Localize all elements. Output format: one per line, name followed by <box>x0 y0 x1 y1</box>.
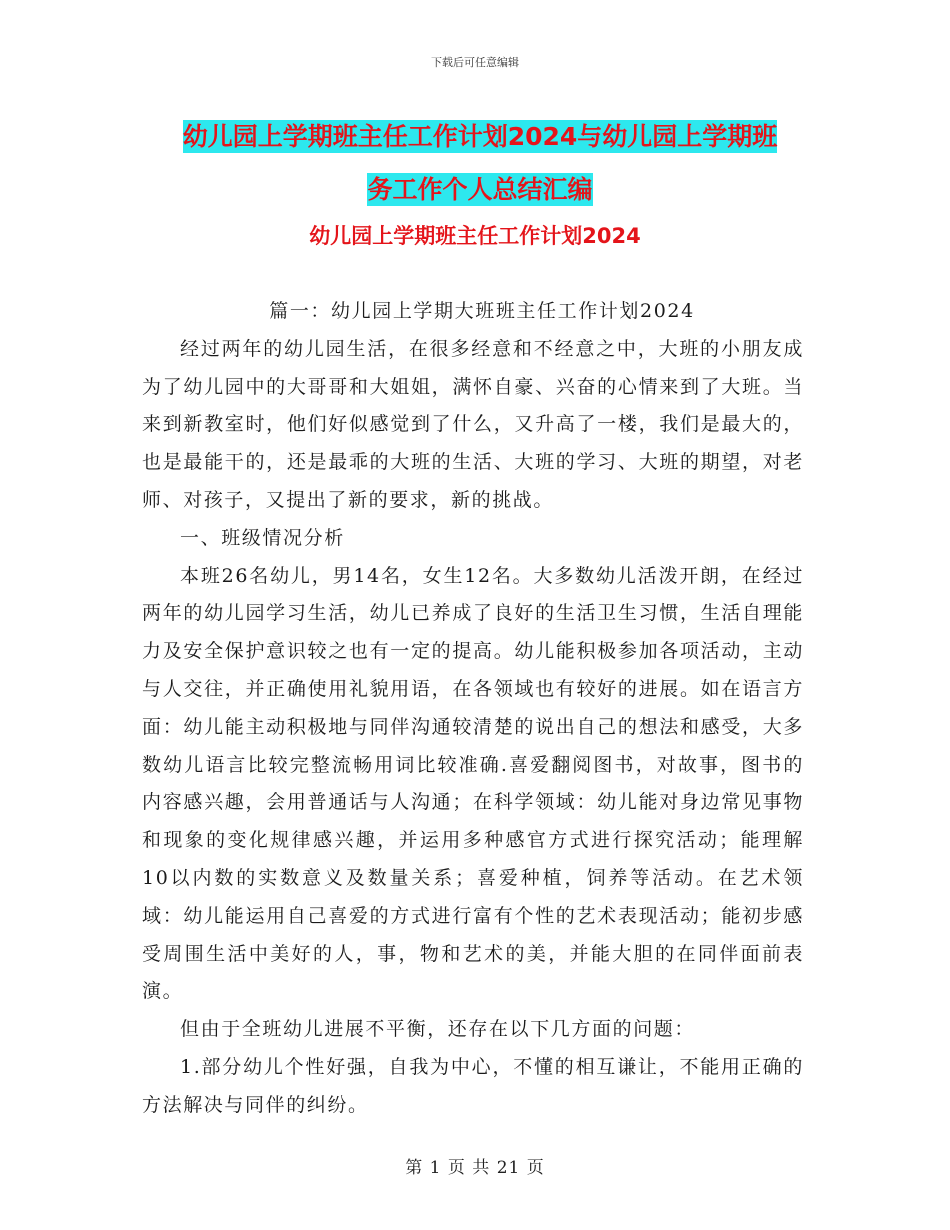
section-title: 幼儿园上学期班主任工作计划2024 <box>309 224 641 248</box>
paragraph-problems-intro: 但由于全班幼儿进展不平衡，还存在以下几方面的问题： <box>180 1018 696 1041</box>
document-title-line-2: 务工作个人总结汇编 <box>367 175 593 204</box>
document-title <box>140 110 820 216</box>
paragraph-intro: 经过两年的幼儿园生活，在很多经意和不经意之中，大班的小朋友成为了幼儿园中的大哥哥和大姐姐，满怀自豪、兴奋的心情来到了大班。当来到新教室时，他们好似感觉到了什么，又升高了一楼，我们是最大的，也是最能干的，还是最乖的大班的生活、大班的学习、大班的期望，对老师、对孩子，又提出了新的要求，新的挑战。 <box>142 337 804 511</box>
document-title-line-1: 幼儿园上学期班主任工作计划2024与幼儿园上学期班 <box>182 122 778 151</box>
paragraph-problem-1: 1.部分幼儿个性好强，自我为中心，不懂的相互谦让，不能用正确的方法解决与同伴的纠纷。 <box>142 1055 804 1116</box>
page-header-note: 下载后可任意编辑 <box>431 56 519 69</box>
chapter-subtitle: 篇一：幼儿园上学期大班班主任工作计划2024 <box>269 300 695 322</box>
document-body <box>142 293 804 1125</box>
page-footer: 第 1 页 共 21 页 <box>405 1158 545 1178</box>
heading-class-analysis: 一、班级情况分析 <box>180 526 345 549</box>
paragraph-class-situation: 本班26名幼儿，男14名，女生12名。大多数幼儿活泼开朗，在经过两年的幼儿园学习生活，幼儿已养成了良好的生活卫生习惯，生活自理能力及安全保护意识较之也有一定的提高。幼儿能积极参加各项活动，主动与人交往，并正确使用礼貌用语，在各领域也有较好的进展。如在语言方面：幼儿能主动积极地与同伴沟通较清楚的说出自己的想法和感受，大多数幼儿语言比较完整流畅用词比较准确.喜爱翻阅图书，对故事，图书的内容感兴趣，会用普通话与人沟通；在科学领域：幼儿能对身边常见事物和现象的变化规律感兴趣，并运用多种感官方式进行探究活动；能理解10以内数的实数意义及数量关系；喜爱种植，饲养等活动。在艺术领域：幼儿能运用自己喜爱的方式进行富有个性的艺术表现活动；能初步感受周围生活中美好的人，事，物和艺术的美，并能大胆的在同伴面前表演。 <box>142 564 804 1003</box>
